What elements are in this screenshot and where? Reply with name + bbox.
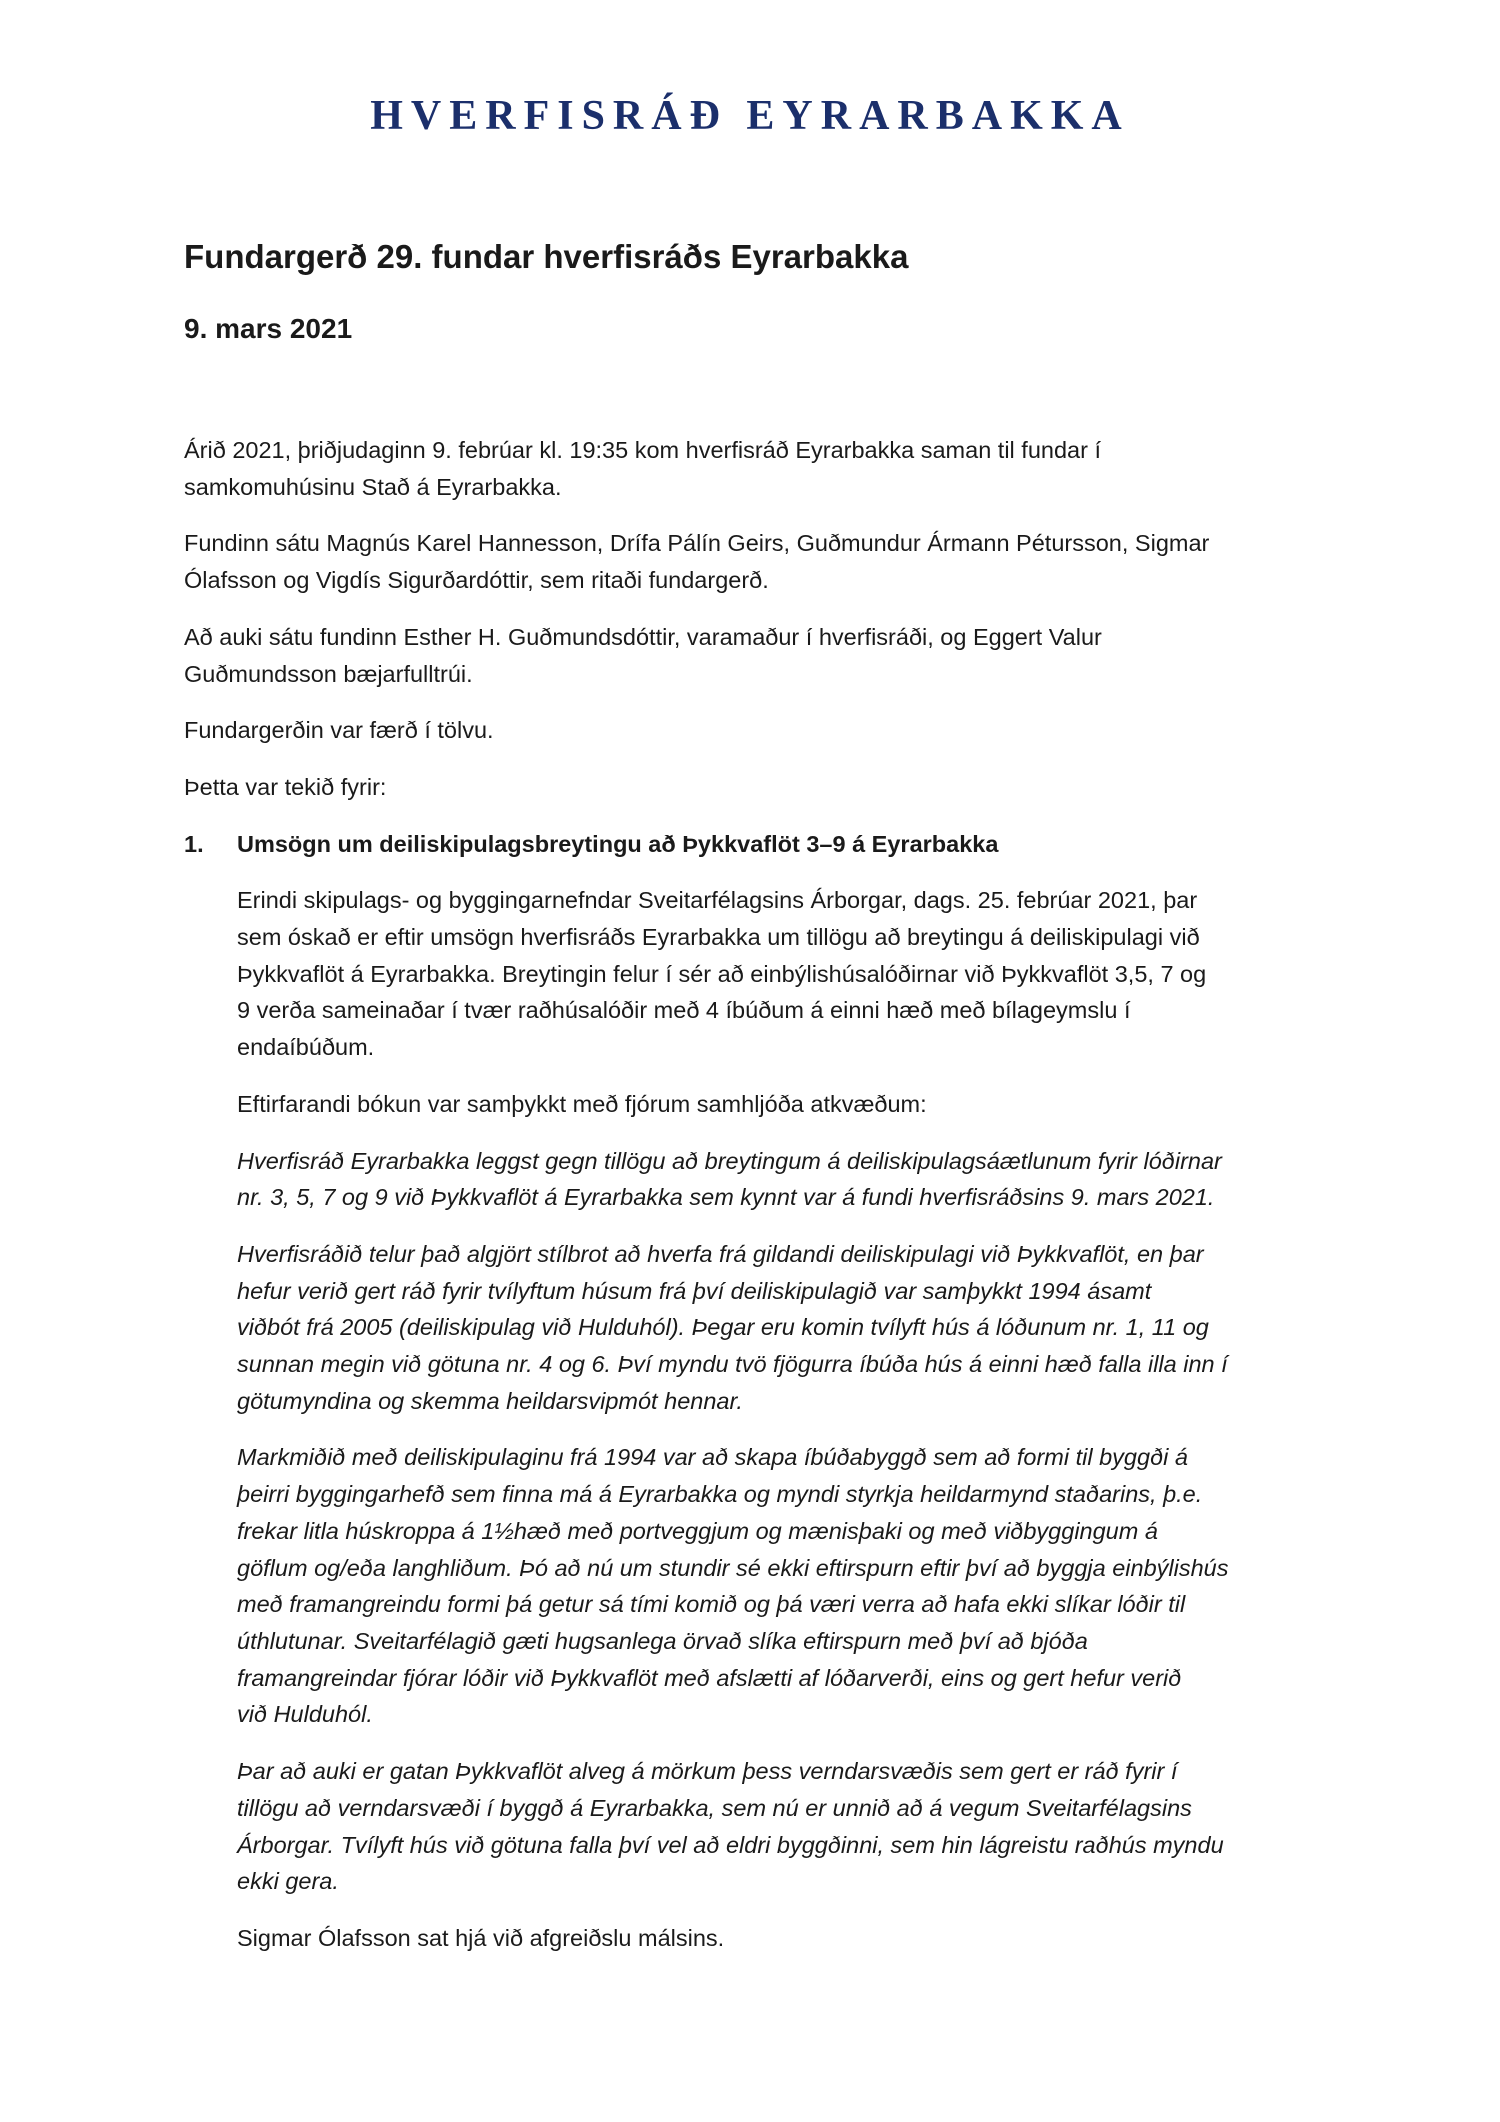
text-line: ekki gera. [237,1868,339,1895]
text-line: Erindi skipulags- og byggingarnefndar Sveitarfélagsins Árborgar, dags. 25. febrúar 2021, þar [237,887,1198,914]
paragraph [184,769,1334,806]
page-title: Fundargerð 29. fundar hverfisráðs Eyrarbakka [184,238,909,275]
text-line: við Hulduhól. [237,1701,373,1728]
text-line: framangreindar fjórar lóðir við Þykkvaflöt með afslætti af lóðarverði, eins og gert hefur verið [237,1664,1182,1691]
resolution-paragraph [237,1236,1334,1420]
text-line: Guðmundsson bæjarfulltrúi. [184,660,473,687]
text-line: Fundargerðin var færð í tölvu. [184,717,494,744]
text-line: viðbót frá 2005 (deiliskipulag við Hulduhól). Þegar eru komin tvílyft hús á lóðunum nr. 1, 11 og [237,1314,1209,1341]
text-line: Hverfisráðið telur það algjört stílbrot að hverfa frá gildandi deiliskipulagi við Þykkvaflöt, en þar [237,1240,1204,1267]
resolution-paragraph [237,1753,1334,1900]
agenda-item-heading [184,826,1334,863]
agenda-item-body [237,882,1334,1900]
text-line: hefur verið gert ráð fyrir tvílyftum húsum frá því deiliskipulagið var samþykkt 1994 ásamt [237,1277,1152,1304]
text-line: endaíbúðum. [237,1034,375,1061]
text-line: Þykkvaflöt á Eyrarbakka. Breytingin felur í sér að einbýlishúsalóðirnar við Þykkvaflöt 3,5, 7 og [237,960,1207,987]
paragraph [184,619,1334,692]
text-line: Þar að auki er gatan Þykkvaflöt alveg á mörkum þess verndarsvæðis sem gert er ráð fyrir í [237,1758,1178,1785]
resolution-paragraph [237,1143,1334,1216]
text-line: þeirri byggingarhefð sem finna má á Eyrarbakka og myndi styrkja heildarmynd staðarins, þ.e. [237,1481,1203,1508]
text-line: tillögu að verndarsvæði í byggð á Eyrarbakka, sem nú er unnið að á vegum Sveitarfélagsins [237,1794,1192,1821]
paragraph [184,525,1334,598]
text-line: úthlutunar. Sveitarfélagið gæti hugsanlega örvað slíka eftirspurn með því að bjóða [237,1627,1088,1654]
text-line: nr. 3, 5, 7 og 9 við Þykkvaflöt á Eyrarbakka sem kynnt var á fundi hverfisráðsins 9. mars 2021. [237,1184,1215,1211]
document-body [184,432,1334,1977]
text-line: Að auki sátu fundinn Esther H. Guðmundsdóttir, varamaður í hverfisráði, og Eggert Valur [184,623,1102,650]
text-line: Þetta var tekið fyrir: [184,773,387,800]
text-line: með framangreindu formi þá getur sá tími komið og þá væri verra að hafa ekki slíkar lóðir til [237,1591,1186,1618]
paragraph [184,432,1334,505]
intro-section [184,432,1334,806]
agenda-item-number: 1. [184,830,204,857]
text-line: götumyndina og skemma heildarsvipmót hennar. [237,1387,743,1414]
resolution-paragraph [237,1439,1334,1733]
text-line: Hverfisráð Eyrarbakka leggst gegn tillögu að breytingum á deiliskipulagsáætlunum fyrir lóðirnar [237,1147,1222,1174]
letterhead-logo: HVERFISRÁÐ EYRARBAKKA [370,93,1130,139]
text-line: frekar litla húskroppa á 1½hæð með portveggjum og mænisþaki og með viðbyggingum á [237,1517,1158,1544]
closing-note: Sigmar Ólafsson sat hjá við afgreiðslu málsins. [237,1924,725,1951]
text-line: 9 verða sameinaðar í tvær raðhúsalóðir með 4 íbúðum á einni hæð með bílageymslu í [237,997,1131,1024]
paragraph [237,1086,1334,1123]
meeting-date: 9. mars 2021 [184,313,353,344]
agenda-item-title: Umsögn um deiliskipulagsbreytingu að Þykkvaflöt 3–9 á Eyrarbakka [237,830,999,857]
paragraph [237,882,1334,1066]
text-line: Eftirfarandi bókun var samþykkt með fjórum samhljóða atkvæðum: [237,1090,927,1117]
text-line: Ólafsson og Vigdís Sigurðardóttir, sem ritaði fundargerð. [184,567,769,594]
text-line: Markmiðið með deiliskipulaginu frá 1994 var að skapa íbúðabyggð sem að formi til byggði á [237,1444,1188,1471]
text-line: samkomuhúsinu Stað á Eyrarbakka. [184,473,562,500]
text-line: Árið 2021, þriðjudaginn 9. febrúar kl. 19:35 kom hverfisráð Eyrarbakka saman til fundar í [184,437,1101,463]
paragraph [184,712,1334,749]
text-line: Árborgar. Tvílyft hús við götuna falla því vel að eldri byggðinni, sem hin lágreistu raðhús myndu [237,1831,1224,1858]
text-line: sem óskað er eftir umsögn hverfisráðs Eyrarbakka um tillögu að breytingu á deiliskipulagi við [237,924,1200,951]
text-line: göflum og/eða langhliðum. Þó að nú um stundir sé ekki eftirspurn eftir því að byggja einbýlishús [237,1554,1229,1581]
text-line: Fundinn sátu Magnús Karel Hannesson, Drífa Pálín Geirs, Guðmundur Ármann Pétursson, Sigmar [184,530,1210,557]
text-line: sunnan megin við götuna nr. 4 og 6. Því myndu tvö fjögurra íbúða hús á einni hæð falla illa inn í [237,1351,1228,1378]
